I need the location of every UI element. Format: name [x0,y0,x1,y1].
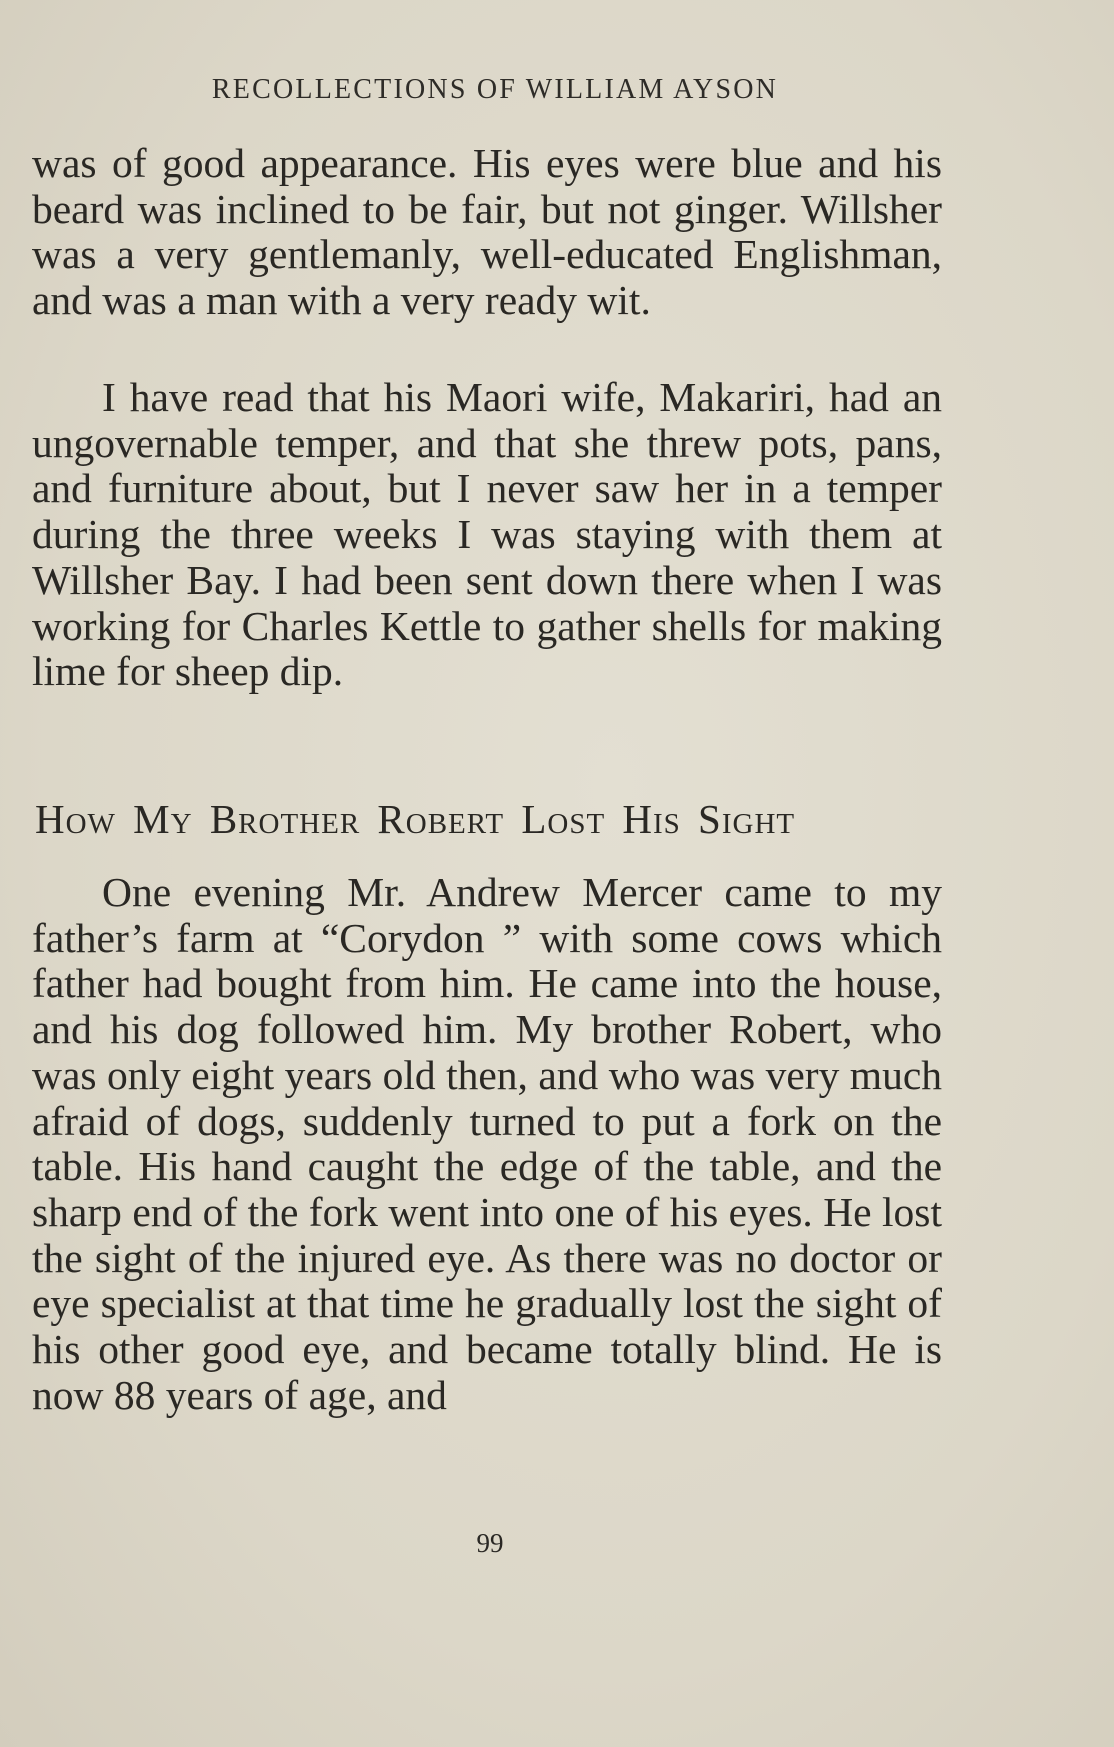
paragraph-1: was of good appearance. His eyes were blue and his beard was inclined to be fair, but not ginger. Willsher was a very gentlemanly, well-educated Englishman, and was a man with a very ready wit. [32,140,942,324]
paragraph-1-block [32,141,942,324]
page-number: 99 [476,1528,504,1558]
paragraph-2: I have read that his Maori wife, Makariri, had an ungovernable temper, and that she threw pots, pans, and furniture about, but I never saw her in a temper during the three weeks I was staying with them at Willsher Bay. I had been sent down there when I was working for Charles Kettle to gather shells for making lime for sheep dip. [32,374,942,695]
running-head: RECOLLECTIONS OF WILLIAM AYSON [211,74,779,105]
paragraph-2-block [32,375,942,695]
paragraph-3: One evening Mr. Andrew Mercer came to my father’s farm at “Corydon ” with some cows which father had bought from him. He came into the house, and his dog followed him. My brother Robert, who was only eight years old then, and who was very much afraid of dogs, suddenly turned to put a fork on the table. His hand caught the edge of the table, and the sharp end of the fork went into one of his eyes. He lost the sight of the injured eye. As there was no doctor or eye specialist at that time he gradually lost the sight of his other good eye, and became totally blind. He is now 88 years of age, and [32,869,942,1418]
paragraph-3-block [32,870,942,1418]
section-heading: How My Brother Robert Lost His Sight [35,796,796,842]
